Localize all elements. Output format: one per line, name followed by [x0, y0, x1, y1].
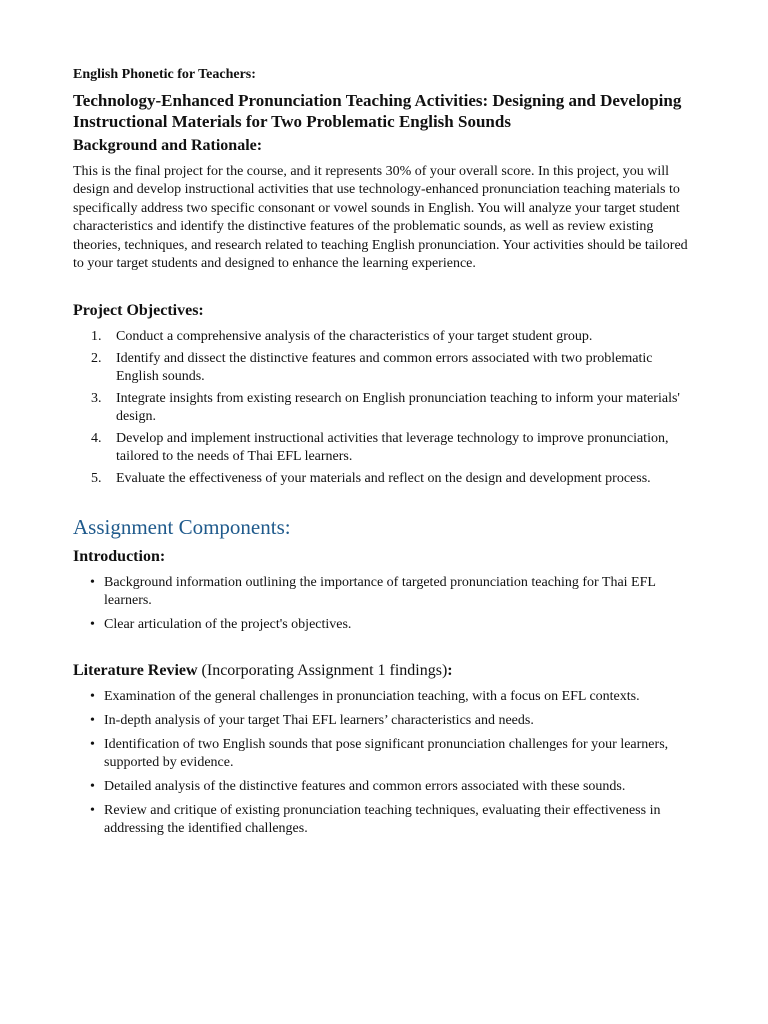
objective-number: 5.	[91, 471, 102, 487]
introduction-heading: Introduction:	[73, 548, 166, 566]
objective-text: Identify and dissect the distinctive features and common errors associated with two problematic English sounds.	[116, 351, 653, 385]
objective-item	[73, 350, 698, 386]
objectives-list	[73, 328, 698, 488]
literature-review-heading	[73, 661, 698, 681]
list-item-text: Clear articulation of the project's objectives.	[104, 617, 352, 633]
objective-number: 3.	[91, 391, 102, 407]
objective-number: 2.	[91, 351, 102, 367]
course-label: English Phonetic for Teachers:	[73, 67, 256, 82]
literature-review-note: (Incorporating Assignment 1 findings)	[197, 662, 448, 680]
bullet-icon: •	[90, 803, 95, 819]
literature-review-colon: :	[447, 662, 453, 680]
objective-text: Conduct a comprehensive analysis of the characteristics of your target student group.	[116, 329, 593, 345]
objective-text: Evaluate the effectiveness of your materials and reflect on the design and development process.	[116, 471, 651, 487]
introduction-list	[73, 574, 698, 634]
list-item	[73, 712, 698, 730]
objectives-heading: Project Objectives:	[73, 302, 204, 320]
objective-item	[73, 328, 698, 346]
list-item-text: Detailed analysis of the distinctive features and common errors associated with these sounds.	[104, 779, 626, 795]
literature-review-title: Literature Review	[73, 662, 198, 680]
literature-review-list	[73, 688, 698, 838]
list-item	[73, 736, 698, 772]
list-item	[73, 778, 698, 796]
objective-number: 1.	[91, 329, 102, 345]
list-item	[73, 688, 698, 706]
document-page	[73, 66, 698, 844]
assignment-components-heading: Assignment Components:	[73, 515, 291, 540]
bullet-icon: •	[90, 689, 95, 705]
list-item-text: Background information outlining the importance of targeted pronunciation teaching for Thai EFL learners.	[104, 575, 656, 609]
list-item-text: Review and critique of existing pronunciation teaching techniques, evaluating their effectiveness in addressing the identified challenges.	[104, 803, 661, 837]
list-item-text: Identification of two English sounds that pose significant pronunciation challenges for your learners, supported by evidence.	[104, 737, 669, 771]
background-paragraph: This is the final project for the course, and it represents 30% of your overall score. In this project, you will design and develop instructional activities that use technology-enhanced pronunciation teaching materials to specifically address two specific consonant or vowel sounds in English. You will analyze your target student characteristics and identify the distinctive features of the problematic sounds, as well as review existing theories, techniques, and research related to teaching English pronunciation. Your activities should be tailored to your target students and designed to enhance the learning experience.	[73, 164, 688, 272]
list-item-text: Examination of the general challenges in pronunciation teaching, with a focus on EFL contexts.	[104, 689, 640, 705]
bullet-icon: •	[90, 779, 95, 795]
list-item	[73, 802, 698, 838]
objective-item	[73, 470, 698, 488]
bullet-icon: •	[90, 617, 95, 633]
objective-item	[73, 430, 698, 466]
list-item	[73, 574, 698, 610]
objective-text: Integrate insights from existing research on English pronunciation teaching to inform your materials' design.	[116, 391, 680, 425]
bullet-icon: •	[90, 737, 95, 753]
list-item-text: In-depth analysis of your target Thai EFL learners’ characteristics and needs.	[104, 713, 534, 729]
bullet-icon: •	[90, 713, 95, 729]
objective-number: 4.	[91, 431, 102, 447]
bullet-icon: •	[90, 575, 95, 591]
objective-text: Develop and implement instructional activities that leverage technology to improve pronunciation, tailored to the needs of Thai EFL learners.	[116, 431, 669, 465]
background-heading: Background and Rationale:	[73, 137, 263, 154]
objective-item	[73, 390, 698, 426]
document-title: Technology-Enhanced Pronunciation Teaching Activities: Designing and Developing Instructional Materials for Two Problematic English Sounds	[73, 91, 682, 131]
list-item	[73, 616, 698, 634]
